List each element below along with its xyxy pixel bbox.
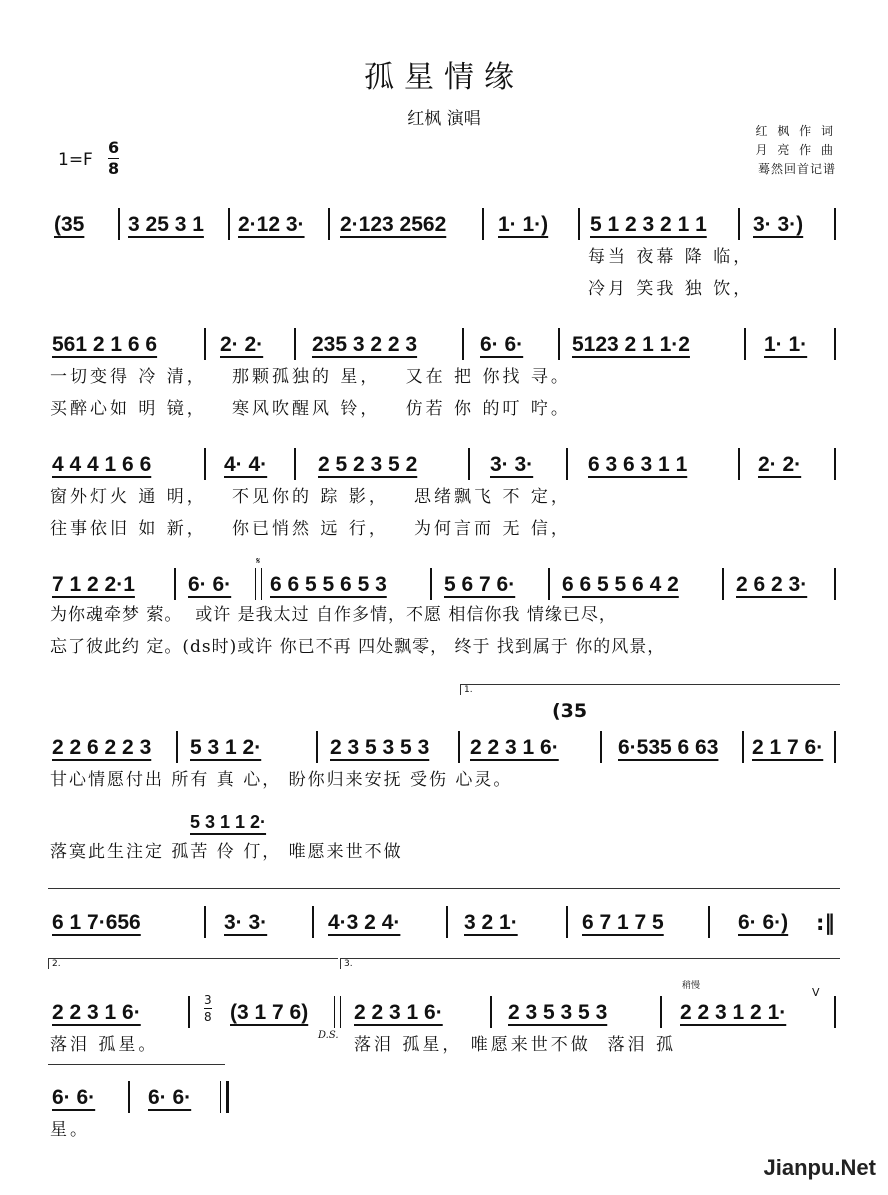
measure: 3· 3·) — [753, 213, 804, 236]
measure: 6 6 5 5 6 5 3 — [270, 573, 387, 596]
pickup-notes: (35 — [552, 700, 588, 722]
repeat-end: :‖ — [816, 911, 835, 935]
measure: 2 2 3 1 6· — [354, 1001, 443, 1024]
staff-row-7 — [48, 981, 848, 1055]
measure: 2 3 5 3 5 3 — [330, 736, 430, 759]
lyric-final: 星。 — [50, 1120, 90, 1140]
measure: 6 7 1 7 5 — [582, 911, 664, 934]
measure: 4 4 4 1 6 6 — [52, 453, 152, 476]
measure: (35 — [54, 213, 85, 236]
staff-row-2 — [48, 332, 848, 419]
volta-2: 2. — [48, 958, 338, 969]
measure: 4· 4· — [224, 453, 268, 476]
measure: 2 3 5 3 5 3 — [508, 1001, 608, 1024]
measure: 235 3 2 2 3 — [312, 333, 418, 356]
measure: 6· 6· — [52, 1086, 96, 1109]
volta-3: 3. — [340, 958, 840, 969]
staff-row-3 — [48, 452, 848, 539]
singer: 红枫 演唱 — [407, 109, 481, 129]
measure: 1· 1·) — [498, 213, 549, 236]
watermark-logo: Jianpu.Net — [763, 1155, 876, 1180]
measure: 5 6 7 6· — [444, 573, 516, 596]
lyric-verse-2: 落寞此生注定 孤苦 伶 仃， 唯愿来世不做 — [50, 842, 403, 862]
measure: 3· 3· — [224, 911, 268, 934]
time-num: 6 — [108, 138, 120, 157]
measure: 2 1 7 6· — [752, 736, 824, 759]
ds-marking: D.S. — [318, 1030, 339, 1041]
measure: 4·3 2 4· — [328, 911, 401, 934]
key-signature: 1=F — [58, 150, 93, 170]
song-title: 孤星情缘 — [364, 60, 524, 95]
measure: 6 3 6 3 1 1 — [588, 453, 688, 476]
measure: 3 25 3 1 — [128, 213, 204, 236]
measure: 2 2 3 1 6· — [470, 736, 559, 759]
measure: 2· 2· — [220, 333, 264, 356]
measure: 6·535 6 63 — [618, 736, 719, 759]
measure: 5 3 1 2· — [190, 736, 262, 759]
breath-mark: V — [812, 986, 820, 999]
measure: 2 6 2 3· — [736, 573, 808, 596]
tempo-marking: 稍慢 — [682, 981, 701, 991]
measure: 2 2 3 1 2 1· — [680, 1001, 787, 1024]
lyric-verse-2: 往事依旧 如 新， 你已悄然 远 行， 为何言而 无 信， — [50, 519, 571, 539]
staff-row-6 — [48, 910, 848, 950]
lyric-verse-1: 落泪 孤星。 — [50, 1035, 159, 1055]
measure: 6 6 5 5 6 4 2 — [562, 573, 679, 596]
measure: 6· 6· — [480, 333, 524, 356]
composer-credit: 月 亮 作 曲 — [755, 143, 836, 157]
measure: 5 1 2 3 2 1 1 — [590, 213, 707, 236]
measure: 6· 6·) — [738, 911, 789, 934]
lyric-verse-1: 窗外灯火 通 明， 不见你的 踪 影， 思绪飘飞 不 定， — [50, 487, 571, 507]
measure: 5123 2 1 1·2 — [572, 333, 690, 356]
measure: 7 1 2 2·1 — [52, 573, 135, 596]
lyric-verse-3: 落泪 孤星， 唯愿来世不做 落泪 孤 — [354, 1035, 677, 1055]
measure: (3 1 7 6) — [230, 1001, 309, 1024]
time-den: 8 — [204, 1010, 212, 1024]
measure: 2·12 3· — [238, 213, 305, 236]
measure: 2·123 2562 — [340, 213, 447, 236]
measure: 6· 6· — [188, 573, 232, 596]
volta-1: 1. — [460, 684, 840, 695]
measure: 561 2 1 6 6 — [52, 333, 158, 356]
time-signature — [108, 138, 119, 179]
staff-row-5 — [48, 735, 848, 862]
time-num: 3 — [204, 993, 212, 1007]
measure: 2· 2· — [758, 453, 802, 476]
time-den: 8 — [108, 159, 120, 178]
measure: 6 1 7·656 — [52, 911, 141, 934]
measure: 1· 1· — [764, 333, 808, 356]
transcriber-credit: 蓦然回首记谱 — [757, 162, 836, 176]
staff-row-8 — [48, 1085, 848, 1140]
measure: 2 2 6 2 2 3 — [52, 736, 152, 759]
measure: 2 5 2 3 5 2 — [318, 453, 418, 476]
staff-row-4 — [48, 556, 848, 657]
staff-row-1 — [48, 212, 848, 299]
measure: 3· 3· — [490, 453, 534, 476]
measure: 3 2 1· — [464, 911, 518, 934]
lyric-verse-1: 每当 夜幕 降 临， — [588, 247, 754, 267]
alt-notes: 5 3 1 1 2· — [190, 812, 267, 832]
ending-bracket — [48, 1064, 225, 1065]
segno-icon: 𝄋 — [256, 556, 261, 567]
lyric-verse-1: 为你魂牵梦 萦。 或许 是我太过 自作多情，不愿 相信你我 情缘已尽， — [50, 605, 617, 625]
time-signature-3-8 — [204, 992, 212, 1025]
lyricist-credit: 红 枫 作 词 — [755, 124, 836, 138]
measure: 6· 6· — [148, 1086, 192, 1109]
lyric-verse-2: 冷月 笑我 独 饮， — [588, 279, 754, 299]
lyric-verse-2: 忘了彼此约 定。(ds时)或许 你已不再 四处飘零， 终于 找到属于 你的风景， — [50, 637, 666, 657]
lyric-verse-2: 买醉心如 明 镜， 寒风吹醒风 铃， 仿若 你 的叮 咛。 — [50, 399, 571, 419]
lyric-verse-1: 甘心情愿付出 所有 真 心， 盼你归来安抚 受伤 心灵。 — [50, 770, 513, 790]
lyric-verse-1: 一切变得 冷 清， 那颗孤独的 星， 又在 把 你找 寻。 — [50, 367, 571, 387]
measure: 2 2 3 1 6· — [52, 1001, 141, 1024]
repeat-bracket — [48, 888, 840, 889]
